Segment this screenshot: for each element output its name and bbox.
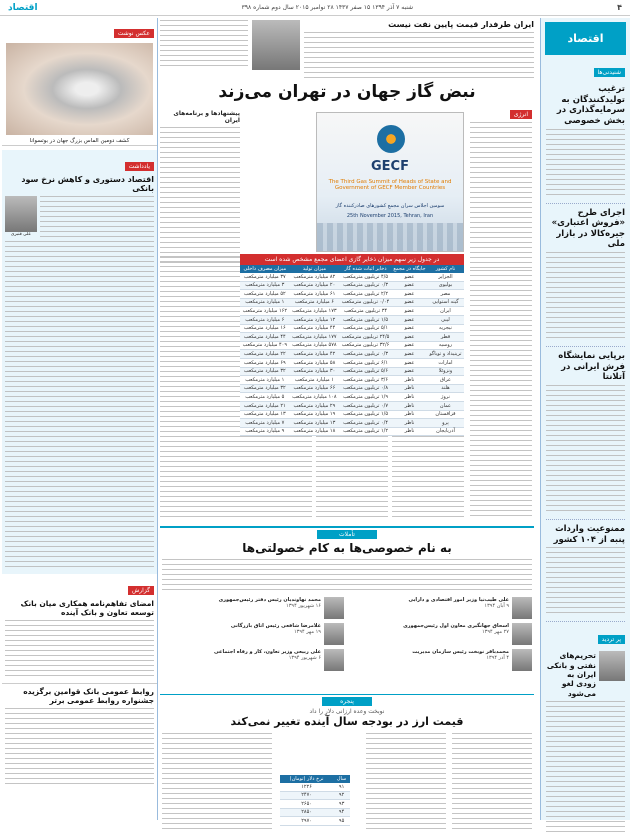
tag-photo-note: عکس نوشت [114,29,154,38]
table-row [240,298,464,307]
table-cell: ترینیداد و توباگو [427,350,464,359]
table-cell: ناظر [392,410,427,419]
gas-reserves-table-box [240,254,464,436]
quote-date: ۲۷ مهر ۱۳۹۴ [481,629,509,635]
left-sidebar [2,18,158,820]
gecf-summit-banner [316,112,464,252]
table-cell: ۱ میلیارد مترمکعب [240,298,290,307]
table-row [240,281,464,290]
table-cell: ۵۸ میلیارد مترمکعب [290,358,340,367]
table-header-cell: ذخایر اثبات شده گاز [339,265,392,273]
table-cell: ۳۷ میلیارد مترمکعب [240,273,290,281]
quote-date: ۴ آذر ۱۳۹۴ [486,655,509,661]
table-cell: ۵۷۸ میلیارد مترمکعب [290,341,340,350]
quote-speaker: محمدباقر نوبخت رئیس سازمان مدیریت [412,649,509,655]
table-cell: ۱۲۲۶ [280,783,333,791]
report-story[interactable] [2,574,157,683]
gecf-title-fa: سومین اجلاس سران مجمع کشورهای صادرکننده گاز [335,203,445,209]
quote-date: ۹ آبان ۱۳۹۴ [484,603,509,609]
body-text [470,270,532,520]
table-cell: ۲۰ میلیارد مترمکعب [290,281,340,290]
table-cell: ۱۹ میلیارد مترمکعب [290,410,340,419]
table-cell: ۰/۰۴ تریلیون مترمکعب [339,298,392,307]
quote-speaker: غلامرضا شافعی رئیس اتاق بازرگانی [230,623,321,629]
body-text [5,620,154,680]
table-row [240,350,464,359]
table-cell: ۱۶۲ میلیارد مترمکعب [240,307,290,316]
author-photo [5,196,37,232]
quote-item [162,649,344,671]
table-cell: ۳/۶ تریلیون مترمکعب [339,376,392,385]
table-cell: ۲۹ میلیارد مترمکعب [290,401,340,410]
sidebar-story-title: برپایی نمایشگاه فرش ایرانی در آتلانتا [558,351,625,383]
photo-caption: کشف دومین الماس بزرگ جهان در بوتسوانا [2,137,157,146]
gecf-emblem-icon [377,125,405,153]
report-title: امضای تفاهم‌نامه همکاری میان بانک توسعه تعاون و بانک آینده [20,599,154,617]
table-cell: ایران [427,307,464,316]
table-cell: ۹۳ [333,800,350,809]
table-cell: ۶ میلیارد مترمکعب [240,315,290,324]
budget-kicker: نوبخت وعده ارزانی دلار را داد [309,708,385,715]
table-cell: ۳ میلیارد مترمکعب [240,281,290,290]
table-cell: قطر [427,333,464,342]
exchange-rate-table-box [280,775,350,826]
exchange-rate-table [280,775,350,826]
body-text [546,701,625,836]
body-text [304,32,534,78]
table-cell: ناظر [392,427,427,436]
body-text [316,436,388,520]
body-text [366,733,446,833]
table-cell: ۹۱ [333,783,350,791]
table-cell: عضو [392,315,427,324]
quote-speaker: اسحاق جهانگیری معاون اول رئیس‌جمهوری [403,623,509,629]
table-row [240,333,464,342]
officials-photo [599,651,625,681]
body-text [160,256,240,520]
table-row [240,307,464,316]
table-row [240,419,464,428]
table-cell: ۳۲ میلیارد مترمکعب [240,384,290,393]
tag-report: گزارش [128,586,154,595]
table-row [240,384,464,393]
skyline-graphic [317,223,463,251]
gecf-title-en: The Third Gas Summit of Heads of State and Government of GECF Member Countries [328,179,452,191]
table-cell: ناظر [392,401,427,410]
table-row [280,783,350,791]
official-photo [324,597,344,619]
table-cell: ۳۰ میلیارد مترمکعب [290,367,340,376]
quote-speaker: علی طیب‌نیا وزیر امور اقتصادی و دارایی [408,597,509,603]
table-cell: ۶۱ میلیارد مترمکعب [290,290,340,299]
tag-doubt: پر تردید [598,635,625,644]
section-brand: اقتصاد [8,2,38,13]
table-cell: ۱۲ میلیارد مترمکعب [290,315,340,324]
table-cell: عضو [392,341,427,350]
body-text [546,129,625,199]
table-cell: بولیوی [427,281,464,290]
section-label-box: اقتصاد [545,22,626,55]
table-cell: الجزایر [427,273,464,281]
table-cell: عمان [427,401,464,410]
quote-date: ۱۶ شهریور ۱۳۹۴ [286,603,321,609]
table-row [240,393,464,402]
table-cell: نروژ [427,393,464,402]
table-cell: عضو [392,367,427,376]
table-cell: ۲۱ میلیارد مترمکعب [240,401,290,410]
official-photo [512,649,532,671]
table-cell: ۹۵ [333,817,350,826]
quote-item [350,623,532,645]
table-cell: ۱۷۷ میلیارد مترمکعب [290,333,340,342]
tag-note: یادداشت [125,162,154,171]
table-row [280,791,350,800]
pr-title: روابط عمومی بانک قوامین برگزیده جشنواره روابط عمومی برتر [23,687,154,705]
table-header-cell: میزان تولید [290,265,340,273]
table-cell: ۱ میلیارد مترمکعب [290,376,340,385]
table-cell: ۱ میلیارد مترمکعب [240,376,290,385]
sidebar-story-title: ترغیب تولیدکنندگان به سرمایه‌گذاری در بخش خصوصی [556,84,625,126]
table-cell: ۲۸۵۰ [280,808,333,817]
table-row [240,376,464,385]
author-name: علی قنبری [10,232,32,237]
table-cell: روسیه [427,341,464,350]
table-row [240,401,464,410]
table-cell: گینه استوایی [427,298,464,307]
table-cell: ۰/۳ تریلیون مترمکعب [339,350,392,359]
energy-tag: انرژی [510,110,532,119]
table-header-cell: نام کشور [427,265,464,273]
table-cell: ۱۷۳ میلیارد مترمکعب [290,307,340,316]
table-cell: ۵ میلیارد مترمکعب [240,393,290,402]
body-text [162,559,532,593]
sidebar-story-title: ممنوعیت واردات پنبه از ۱۰۴ کشور [553,523,625,545]
table-cell: ۴۰۹ میلیارد مترمکعب [240,341,290,350]
table-cell: ۱۶ میلیارد مترمکعب [240,324,290,333]
quote-item [350,597,532,619]
quote-item [162,623,344,645]
table-cell: ۴۲ میلیارد مترمکعب [290,350,340,359]
table-cell: ناظر [392,393,427,402]
sidebar-story-5[interactable] [546,651,625,840]
table-cell: ۱۸ میلیارد مترمکعب [290,427,340,436]
body-text [546,547,625,617]
table-row [240,358,464,367]
table-cell: عضو [392,333,427,342]
table-cell: ۱۰۸ میلیارد مترمکعب [290,393,340,402]
sidebar-story-3[interactable] [546,351,625,520]
official-photo [324,649,344,671]
table-cell: ۰/۳ تریلیون مترمکعب [339,281,392,290]
table-cell: ۱/۲ تریلیون مترمکعب [339,427,392,436]
table-cell: هلند [427,384,464,393]
table-cell: ۰/۸ تریلیون مترمکعب [339,384,392,393]
quote-speaker: محمد نهاوندیان رئیس دفتر رئیس‌جمهوری [218,597,321,603]
table-cell: ۰/۷ تریلیون مترمکعب [339,401,392,410]
quote-date: ۱۹ مهر ۱۳۹۴ [293,629,321,635]
table-cell: ۶/۱ تریلیون مترمکعب [339,358,392,367]
table-cell: عضو [392,273,427,281]
table-cell: ۲/۲ تریلیون مترمکعب [339,290,392,299]
table-row [240,427,464,436]
table-cell: ۹۲ [333,791,350,800]
table-cell: ۲۶۵۰ [280,800,333,809]
table-cell: ۱۳ میلیارد مترمکعب [290,419,340,428]
table-cell: ۲۴۷۰ [280,791,333,800]
table-row [240,367,464,376]
sidebar-story-title: تحریم‌های نفتی و بانکی ایران به زودی لغو می‌شود [546,651,596,698]
body-text [392,436,464,520]
diamond-photo [6,43,153,135]
table-row [240,273,464,281]
table-cell: ۹۴ [333,808,350,817]
table-cell: نیجریه [427,324,464,333]
masthead-bar [0,0,630,16]
table-cell: ۷ میلیارد مترمکعب [240,419,290,428]
body-text [160,20,248,70]
body-text [160,127,240,267]
table-cell: ۸۲ میلیارد مترمکعب [290,273,340,281]
reflections-tag: تأملات [317,530,377,539]
table-cell: ونزوئلا [427,367,464,376]
table-cell: ناظر [392,384,427,393]
table-cell: عضو [392,290,427,299]
table-header-cell: جایگاه در مجمع [393,266,426,272]
table-cell: ۶۶ میلیارد مترمکعب [290,384,340,393]
quote-date: ۶ شهریور ۱۳۹۴ [288,655,321,661]
body-text [546,252,625,342]
table-cell: عضو [392,281,427,290]
table-cell: عضو [392,298,427,307]
table-cell: پرو [427,419,464,428]
table-cell: ۱/۵ تریلیون مترمکعب [339,315,392,324]
gas-reserves-table [240,265,464,436]
table-cell: ۱/۹ تریلیون مترمکعب [339,393,392,402]
table-cell: عضو [392,307,427,316]
table-header-cell: سال [333,775,350,783]
table-cell: ناظر [392,376,427,385]
table-cell: ۴۴ میلیارد مترمکعب [240,333,290,342]
note-title: اقتصاد دستوری و کاهش نرخ سود بانکی [21,175,154,193]
table-cell: ۲۹۷۰ [280,817,333,826]
body-text [5,708,154,788]
table-cell: ۱/۵ تریلیون مترمکعب [339,410,392,419]
table-cell: لیبی [427,315,464,324]
body-text [470,122,532,268]
top-story-title: ایران طرفدار قیمت پایین نفت نیست [388,20,534,29]
table-cell: آذربایجان [427,427,464,436]
official-photo [512,597,532,619]
table-header-cell: میزان مصرف داخلی [240,265,290,273]
budget-headline: قیمت ارز در بودجه سال آینده تغییر نمی‌کند [230,715,464,728]
table-cell: ۴/۵ تریلیون مترمکعب [339,273,392,281]
privatization-headline: به نام خصوصی‌ها به کام خصولتی‌ها [242,541,452,555]
table-cell: ۵/۶ تریلیون مترمکعب [339,367,392,376]
table-cell: ۳۴ تریلیون مترمکعب [339,307,392,316]
table-cell: عضو [392,358,427,367]
minister-photo [252,20,300,70]
table-row [240,410,464,419]
table-cell: ۱۳ میلیارد مترمکعب [240,410,290,419]
table-row [240,290,464,299]
gecf-date: 25th November 2015, Tehran, Iran [346,213,434,219]
gecf-logo: GECF [371,159,409,174]
table-cell: عراق [427,376,464,385]
table-row [240,315,464,324]
top-story[interactable] [304,20,534,78]
main-headline: نبض گاز جهان در تهران می‌زند [218,82,476,102]
table-cell: ۵۲ میلیارد مترمکعب [240,290,290,299]
body-text [40,196,154,238]
body-text [546,385,625,515]
table-row [280,817,350,826]
side-column-title: پیشنهادها و برنامه‌های ایران [173,110,240,124]
main-column [160,18,534,824]
body-text [5,241,154,571]
table-cell: ۶ میلیارد مترمکعب [290,298,340,307]
official-photo [324,623,344,645]
table-cell: ۰/۴ تریلیون مترمکعب [339,419,392,428]
table-row [240,341,464,350]
table-row [280,800,350,809]
sidebar-story-1[interactable] [546,84,625,204]
quote-item [162,597,344,619]
table-cell: ۶۹ میلیارد مترمکعب [240,358,290,367]
tag-news: شنیدنی‌ها [594,68,625,77]
body-text [240,436,312,520]
table-caption: در جدول زیر سهم میزان ذخایر گازی اعضای مجمع مشخص شده است [240,254,464,265]
sidebar-story-4[interactable] [546,524,625,622]
table-cell: قزاقستان [427,410,464,419]
official-photo [512,623,532,645]
table-cell: عضو [392,350,427,359]
sidebar-story-title: اجرای طرح «فروش اعتباری» جیره‌کالا در بازار ملی [551,207,625,250]
table-cell: عضو [392,324,427,333]
dateline: شنبه ۷ آذر ۱۳۹۴ ۱۵ صفر ۱۴۳۷ ۲۸ نوامبر ۲۰۱۵ سال دوم شماره ۳۹۸ [241,4,414,11]
body-text [162,733,272,833]
table-header-cell: نرخ دلار (تومان) [280,775,333,783]
table-row [240,324,464,333]
page-number: ۴ [617,3,622,12]
window-tag: پنجره [322,697,372,706]
quotes-grid [160,597,534,671]
table-cell: ۳۲/۶ تریلیون مترمکعب [339,341,392,350]
table-cell: ۴۴ میلیارد مترمکعب [290,324,340,333]
quote-speaker: علی ربیعی وزیر تعاون، کار و رفاه اجتماعی [213,649,321,655]
table-cell: ناظر [392,419,427,428]
table-cell: ۳۲ میلیارد مترمکعب [240,367,290,376]
quote-item [350,649,532,671]
table-cell: مصر [427,290,464,299]
table-cell: امارات [427,358,464,367]
sidebar-story-2[interactable] [546,208,625,348]
table-cell: ۲۲ میلیارد مترمکعب [240,350,290,359]
table-row [280,808,350,817]
table-cell: ۹ میلیارد مترمکعب [240,427,290,436]
table-cell: ۲۴/۵ تریلیون مترمکعب [339,333,392,342]
right-sidebar [540,18,630,820]
body-text [452,733,532,833]
note-story[interactable] [2,150,157,574]
table-cell: ۵/۱ تریلیون مترمکعب [339,324,392,333]
pr-story[interactable] [2,683,157,791]
